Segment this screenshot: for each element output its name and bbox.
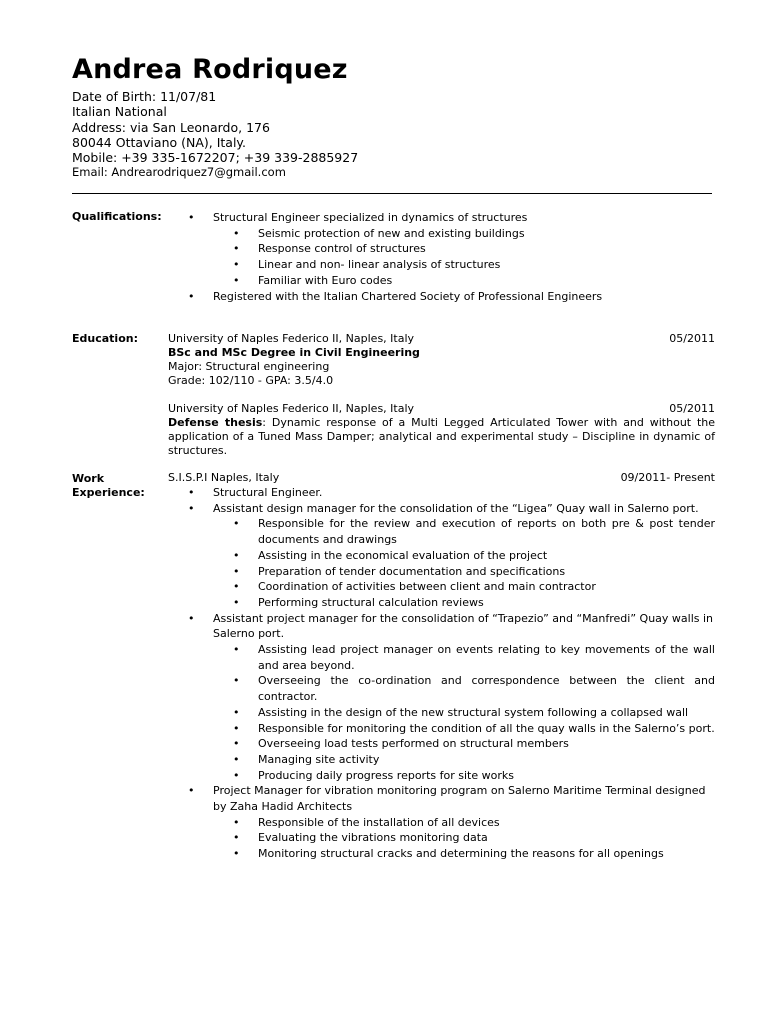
project-item	[168, 783, 715, 862]
address-line-2: 80044 Ottaviano (NA), Italy.	[72, 134, 247, 150]
task-item: • Performing structural calculation reviews	[213, 595, 715, 611]
header-divider	[72, 193, 712, 194]
task-item: • Monitoring structural cracks and determining the reasons for all openings	[213, 846, 715, 862]
email-address: Email: Andrearodriquez7@gmail.com	[72, 165, 286, 180]
task-item: • Producing daily progress reports for site works	[213, 768, 715, 784]
defense-thesis	[168, 416, 715, 458]
work-experience-section	[168, 471, 715, 862]
school-name: University of Naples Federico II, Naples, Italy	[168, 332, 415, 345]
task-item: • Overseeing the co-ordination and correspondence between the client and contractor.	[213, 673, 715, 704]
task-item: • Responsible for the review and execution of reports on both pre & post tender documents and drawings	[213, 516, 715, 547]
task-item: • Responsible of the installation of all devices	[213, 815, 715, 831]
education-entry-1-header	[168, 332, 715, 346]
qualification-item: • Registered with the Italian Chartered Society of Professional Engineers	[168, 289, 715, 305]
task-item: • Assisting lead project manager on events relating to key movements of the wall and area beyond.	[213, 642, 715, 673]
task-item: • Assisting in the economical evaluation of the project	[213, 548, 715, 564]
qualification-subitem: • Seismic protection of new and existing buildings	[213, 226, 715, 242]
education-label: Education:	[72, 332, 138, 345]
task-item: • Overseeing load tests performed on structural members	[213, 736, 715, 752]
project-tasks	[213, 642, 715, 783]
qualifications-section	[168, 210, 715, 304]
education-entry-2-header	[168, 402, 715, 416]
company-name: S.I.S.P.I Naples, Italy	[168, 471, 280, 484]
qualification-subitem: • Familiar with Euro codes	[213, 273, 715, 289]
date-of-birth: Date of Birth: 11/07/81	[72, 89, 217, 104]
job-duties	[168, 485, 715, 862]
school-name: University of Naples Federico II, Naples, Italy	[168, 402, 415, 415]
qualification-sublist	[213, 226, 715, 289]
candidate-name: Andrea Rodriquez	[72, 54, 348, 85]
project-description: Assistant project manager for the consolidation of “Trapezio” and “Manfredi” Quay walls in Salerno port.	[213, 611, 714, 641]
thesis-label: Defense thesis	[168, 416, 263, 429]
task-item: • Responsible for monitoring the condition of all the quay walls in the Salerno’s port.	[213, 721, 715, 737]
task-item: • Managing site activity	[213, 752, 715, 768]
grade: Grade: 102/110 - GPA: 3.5/4.0	[168, 374, 334, 387]
mobile-numbers: Mobile: +39 335-1672207; +39 339-2885927	[72, 150, 359, 166]
education-section	[168, 332, 715, 458]
job-header	[168, 471, 715, 485]
task-item: • Coordination of activities between client and main contractor	[213, 579, 715, 595]
project-tasks	[213, 815, 715, 862]
qualification-subitem: • Response control of structures	[213, 241, 715, 257]
qualification-subitem: • Linear and non- linear analysis of structures	[213, 257, 715, 273]
education-date: 05/2011	[669, 332, 715, 345]
address-line-1: Address: via San Leonardo, 176	[72, 119, 270, 135]
qualifications-label: Qualifications:	[72, 210, 162, 223]
task-item: • Preparation of tender documentation and specifications	[213, 564, 715, 580]
task-item: • Assisting in the design of the new structural system following a collapsed wall	[213, 705, 715, 721]
qualification-item	[168, 210, 715, 289]
project-description: Project Manager for vibration monitoring program on Salerno Maritime Terminal designed by Zaha Hadid Architects	[213, 784, 706, 814]
project-tasks	[213, 516, 715, 610]
project-item	[168, 501, 715, 611]
task-item: • Evaluating the vibrations monitoring data	[213, 830, 715, 846]
project-item	[168, 611, 715, 784]
nationality: Italian National	[72, 104, 167, 120]
contact-block	[72, 89, 358, 181]
work-experience-label: Work Experience:	[72, 472, 145, 499]
qualification-text: Structural Engineer specialized in dynamics of structures	[213, 211, 528, 224]
job-role: • Structural Engineer.	[168, 485, 715, 501]
job-dates: 09/2011- Present	[620, 471, 715, 484]
thesis-text: : Dynamic response of a Multi Legged Articulated Tower with and without the application of a Tuned Mass Damper; analytical and experimental study – Discipline in dynamic of structures.	[168, 416, 716, 457]
major: Major: Structural engineering	[168, 360, 330, 373]
education-date: 05/2011	[669, 402, 715, 415]
degree-title: BSc and MSc Degree in Civil Engineering	[168, 346, 420, 359]
project-description: Assistant design manager for the consolidation of the “Ligea” Quay wall in Salerno port.	[213, 501, 699, 515]
